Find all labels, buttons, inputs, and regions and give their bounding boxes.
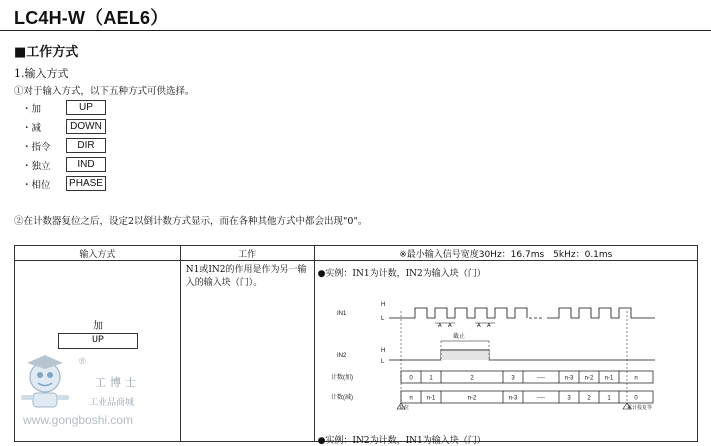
count-up-cell: ---- (536, 375, 545, 382)
mode-code-box: DOWN (66, 119, 106, 134)
count-up-cell: n-2 (584, 375, 593, 382)
count-down-cell: 3 (566, 395, 571, 402)
title-divider (0, 30, 711, 31)
in2-block-fill (441, 350, 489, 360)
overflow-label: 累计投复等 (626, 405, 652, 411)
mode-code-box: IND (66, 157, 106, 172)
reference-lines (401, 311, 627, 401)
subsection-title: 1.输入方式 (14, 67, 69, 80)
count-up-cell: n (633, 375, 638, 382)
count-down-cell: n-2 (467, 395, 476, 402)
mode-cell-code-box: UP (58, 333, 138, 349)
mode-label: ・减 (22, 123, 42, 134)
timing-diagram (315, 261, 699, 441)
count-down-label: 计数(减) (330, 395, 353, 401)
mascot-logo (19, 349, 79, 417)
mode-cell (15, 261, 181, 442)
mode-code-box: PHASE (66, 176, 106, 191)
in2-h: H (380, 348, 385, 354)
mode-label: ・指令 (22, 142, 51, 153)
count-up-cell: n-3 (564, 375, 573, 382)
mode-table (14, 245, 698, 446)
section-title: ■工作方式 (14, 45, 79, 60)
count-up-cell: 1 (428, 375, 433, 382)
count-up-cell: 2 (469, 375, 474, 382)
table-header-timing: ※最小输入信号宽度30Hz：16.7ms 5kHz：0.1ms (314, 246, 697, 261)
count-down-cell: n-1 (426, 395, 435, 402)
count-up-row (401, 371, 653, 383)
watermark-tagline: 工业品商城 (89, 397, 135, 407)
in2-l: L (380, 359, 384, 365)
in1-waveform (389, 308, 527, 318)
page-title: LC4H-W（AEL6） (14, 8, 169, 28)
count-up-label: 计数(加) (330, 375, 353, 381)
timing-cell (314, 261, 697, 446)
a-marker: A (486, 323, 491, 329)
a-marker: A (437, 323, 442, 329)
table-row (15, 261, 698, 442)
in1-label: IN1 (336, 311, 346, 317)
table-header-row (15, 246, 698, 261)
mode-label: ・相位 (22, 180, 51, 191)
count-down-row (401, 391, 653, 403)
example2-title: ●实例：IN2为计数，IN1为输入块（门） (317, 436, 486, 446)
table-header-operation: 工作 (180, 246, 314, 261)
mode-label: ・独立 (22, 161, 51, 172)
count-down-cell: 0 (633, 395, 638, 402)
in1-l: L (380, 316, 384, 322)
count-up-cell: 0 (408, 375, 413, 382)
count-down-cell: n-3 (508, 395, 517, 402)
table-header-mode: 输入方式 (15, 246, 181, 261)
note-text: ②在计数器复位之后，设定2以倒计数方式显示，而在各种其他方式中都会出现"0"。 (14, 216, 368, 227)
count-down-cell: n (408, 395, 413, 402)
count-down-cell: 2 (586, 395, 591, 402)
watermark-name: 工博士 (95, 377, 140, 389)
count-up-cell: 3 (510, 375, 515, 382)
intro-text: ①对于输入方式，以下五种方式可供选择。 (14, 86, 195, 97)
in1-waveform-tail (547, 308, 655, 318)
a-marker: A (476, 323, 481, 329)
mode-label: ・加 (22, 104, 42, 115)
mode-code-box: DIR (66, 138, 106, 153)
mode-cell-label: 加 (93, 321, 103, 332)
block-label: 截止 (452, 334, 465, 340)
a-marker: A (447, 323, 452, 329)
count-down-cell: 1 (606, 395, 611, 402)
in2-label: IN2 (336, 353, 346, 359)
count-down-cell: ---- (536, 395, 545, 402)
operation-cell: N1或IN2的作用是作为另一输入的输入块（门）。 (180, 261, 314, 442)
in1-h: H (380, 302, 385, 308)
in2-waveform (389, 350, 655, 360)
watermark-reg: ® (79, 356, 86, 366)
example1-title: ●实例：IN1为计数，IN2为输入块（门） (317, 269, 486, 279)
count-up-cell: n-1 (604, 375, 613, 382)
reset-label: 复位 (398, 405, 409, 411)
watermark-url: www.gongboshi.com (23, 413, 134, 427)
mode-code-box: UP (66, 100, 106, 115)
